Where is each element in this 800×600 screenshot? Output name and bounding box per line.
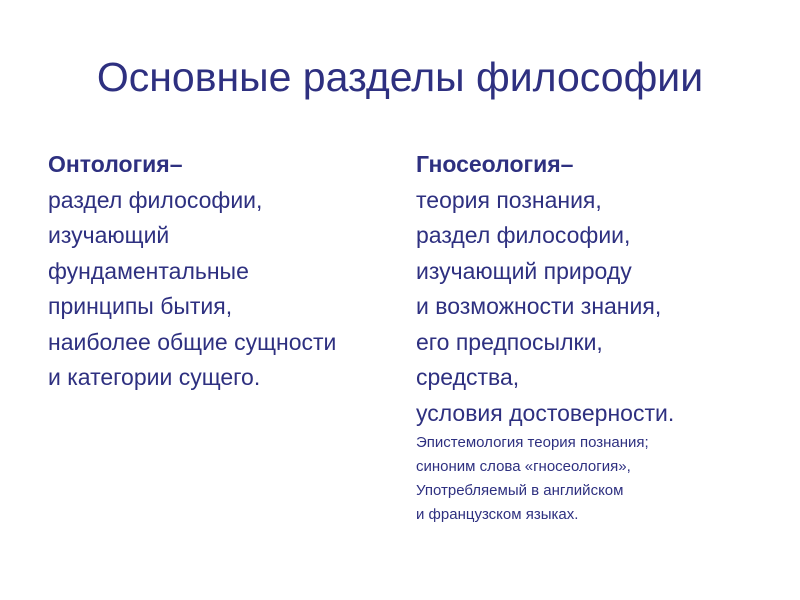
- ontology-column: [48, 147, 398, 396]
- gnoseology-column: [416, 147, 786, 527]
- gnoseology-line-6: средства,: [416, 364, 520, 390]
- ontology-term: Онтология: [48, 151, 170, 177]
- ontology-line-2: изучающий: [48, 222, 170, 248]
- gnoseology-term: Гносеология: [416, 151, 561, 177]
- ontology-line-1: раздел философии,: [48, 186, 263, 213]
- gnoseology-line-4: и возможности знания,: [416, 293, 662, 319]
- note-line-4: и французском языках.: [416, 506, 579, 523]
- gnoseology-line-5: его предпосылки,: [416, 328, 603, 355]
- note-line-1: Эпистемология теория познания;: [416, 434, 649, 451]
- gnoseology-line-7: условия достоверности.: [416, 399, 675, 426]
- ontology-line-3: фундаментальные: [48, 257, 249, 284]
- ontology-dash: –: [169, 151, 183, 177]
- note-line-3: Употребляемый в английском: [416, 482, 624, 499]
- gnoseology-line-3: изучающий природу: [416, 257, 632, 284]
- gnoseology-dash: –: [560, 151, 574, 177]
- ontology-line-6: и категории сущего.: [48, 364, 261, 390]
- epistemology-note: [416, 431, 786, 527]
- gnoseology-term-line: [416, 147, 786, 183]
- note-line-2: синоним слова «гносеология»,: [416, 458, 631, 475]
- slide-title: Основные разделы философии: [96, 54, 704, 100]
- gnoseology-line-1: теория познания,: [416, 186, 602, 213]
- ontology-line-5: наиболее общие сущности: [48, 328, 337, 355]
- ontology-line-4: принципы бытия,: [48, 293, 233, 319]
- ontology-term-line: [48, 147, 398, 183]
- gnoseology-line-2: раздел философии,: [416, 222, 631, 248]
